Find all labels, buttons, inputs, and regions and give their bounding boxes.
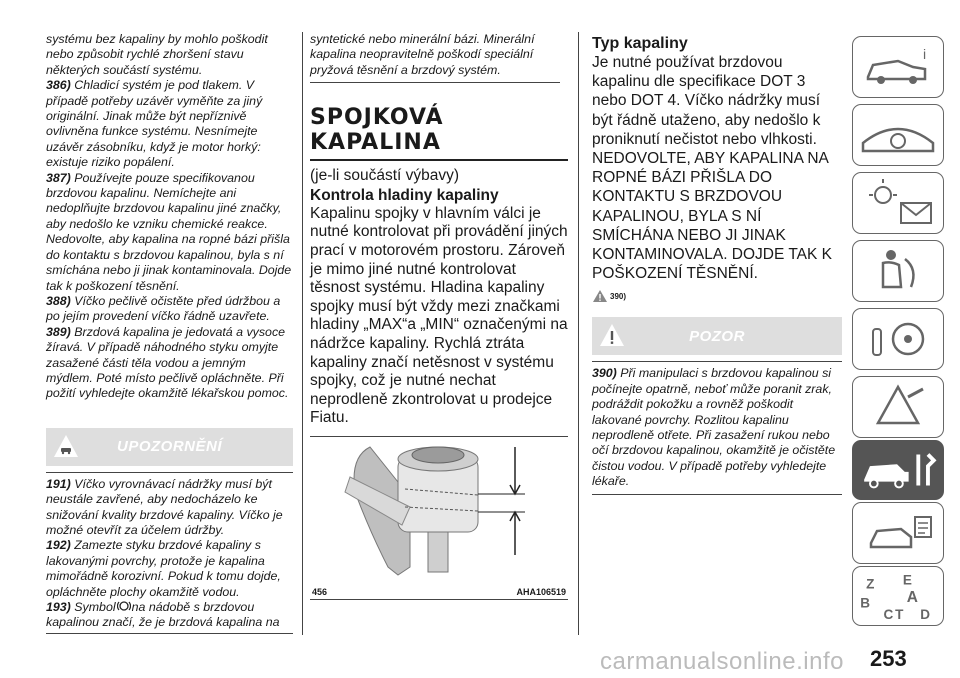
svg-text:i: i bbox=[923, 46, 927, 62]
reference-390: 390) bbox=[592, 289, 842, 303]
caution-triangle-icon bbox=[598, 322, 626, 350]
figure-bottom-rule bbox=[310, 599, 568, 600]
svg-text:T: T bbox=[895, 607, 904, 623]
clutch-reservoir-illustration bbox=[310, 437, 568, 597]
note-192: 192) Zamezte styku brzdové kapaliny s lakovanými povrchy, protože je kapalina mimořádně korozivní. Pokud k tomu dojde, opláchněte plochy okamžitě vodou. bbox=[46, 538, 281, 599]
tab-starting-driving[interactable] bbox=[852, 308, 944, 370]
col2-top-rule bbox=[310, 82, 560, 83]
tab-servicing[interactable] bbox=[852, 440, 944, 500]
fluid-level-heading: Kontrola hladiny kapaliny bbox=[310, 186, 499, 204]
svg-text:E: E bbox=[902, 572, 912, 588]
note-386: 386) Chladicí systém je pod tlakem. V případě potřeby uzávěr vyměňte za jiný originální. Jinak může být nepříznivě ovlivněna funkce systému. Nesnímejte uzávěr zásobníku, když je motor horký: existuje riziko popálení. bbox=[46, 78, 263, 170]
note-387: 387) Používejte pouze specifikovanou brzdovou kapalinu. Nemíchejte ani nedoplňujte brzdovou kapalinu jiné značky, aby nedošlo ke vzniku chemické reakce. Nedovolte, aby kapalina na ropné bázi přišla do kontaktu s brzdovou kapalinou, byla s ní smíchána nebo ji jinak kontaminovala. Dojde tak k poškození těsnění. bbox=[46, 170, 292, 293]
intro-text: systému bez kapaliny by mohlo poškodit nebo způsobit rychlé zhoršení stavu některých součástí systému. bbox=[46, 32, 268, 77]
index-icon bbox=[853, 567, 943, 625]
car-info-icon bbox=[853, 37, 943, 97]
page-number: 253 bbox=[870, 646, 907, 671]
col1-bottom-rule bbox=[46, 633, 293, 634]
svg-text:C: C bbox=[883, 607, 894, 623]
svg-text:D: D bbox=[920, 607, 930, 623]
column-3 bbox=[592, 32, 842, 495]
fluid-level-paragraph: Kapalinu spojky v hlavním válci je nutné kontrolovat při provádění jiných prací v motorovém prostoru. Zároveň je mimo jiné nutné kontrolovat těsnost systému. Hladina kapaliny spojky musí být vždy mezi značkami hladiny „MAX“a „MIN“ označenými na nádržce kapaliny. Rychlá ztráta kapaliny značí netěsnost v systému spojky, což je nutné nechat neprodleně zkontrolovat u prodejce Fiatu. bbox=[310, 204, 568, 427]
note-388: 388) Víčko pečlivě očistěte před údržbou a po jejím provedení víčko řádně uzavřete. bbox=[46, 293, 281, 324]
tab-safety[interactable] bbox=[852, 240, 944, 302]
caution-title: POZOR bbox=[689, 327, 745, 345]
car-maintenance-icon bbox=[853, 441, 943, 499]
tab-dashboard[interactable] bbox=[852, 104, 944, 166]
note-389: 389) Brzdová kapalina je jedovatá a vysoce žíravá. V případě náhodného styku omyjte zasažené části těla vodou a jemným mýdlem. Poté místo pečlivě opláchněte. Při požití vyhledejte okamžitě lékařskou pomoc. bbox=[46, 324, 289, 401]
caution-box-header bbox=[592, 317, 842, 355]
section-heading: SPOJKOVÁ KAPALINA bbox=[310, 105, 444, 156]
caution-bottom-rule bbox=[592, 494, 842, 495]
column-1 bbox=[46, 32, 293, 634]
column-divider-1 bbox=[302, 32, 303, 635]
dashboard-icon bbox=[853, 105, 943, 165]
continued-text: syntetické nebo minerální bázi. Minerální kapalina neopravitelně poškodí speciální pryžová těsnění a brzdový systém. bbox=[310, 32, 535, 77]
watermark: carmanualsonline.info bbox=[600, 648, 844, 675]
warning-title: UPOZORNĚNÍ bbox=[116, 438, 222, 456]
warning-light-icon bbox=[853, 173, 943, 233]
tab-index[interactable] bbox=[852, 566, 944, 626]
key-steering-icon bbox=[853, 309, 943, 369]
caution-top-rule bbox=[592, 361, 842, 362]
svg-text:A: A bbox=[906, 588, 918, 606]
warning-triangle-icon bbox=[592, 289, 608, 303]
heading-underline bbox=[310, 159, 568, 161]
fluid-type-paragraph: Je nutné používat brzdovou kapalinu dle specifikace DOT 3 nebo DOT 4. Víčko nádržky musí být řádně utaženo, aby nedošlo k proniknutí nečistot nebo vlhkosti. NEDOVOLTE, ABY KAPALINA NA ROPNÉ BÁZI PŘIŠLA DO KONTAKTU S BRZDOVOU KAPALINOU, BYLA S NÍ SMÍCHÁNA NEBO JI JINAK KONTAMINOVALA. DOJDE TAK K POŠKOZENÍ TĚSNĚNÍ. bbox=[592, 54, 833, 283]
tab-emergency[interactable] bbox=[852, 376, 944, 438]
tab-car-info[interactable] bbox=[852, 36, 944, 98]
tech-data-icon bbox=[853, 503, 943, 563]
tab-warning-lights[interactable] bbox=[852, 172, 944, 234]
figure-code: AHA106519 bbox=[516, 586, 566, 597]
car-warning-icon bbox=[52, 433, 80, 461]
warning-top-rule bbox=[46, 472, 293, 473]
note-193: 193) Symbol na nádobě s brzdovou kapalinou značí, že je brzdová kapalina na bbox=[46, 600, 280, 630]
breakdown-icon bbox=[853, 377, 943, 437]
column-2 bbox=[310, 32, 568, 600]
fluid-type-heading: Typ kapaliny bbox=[592, 35, 688, 52]
tab-technical-data[interactable] bbox=[852, 502, 944, 564]
note-390: 390) Při manipulaci s brzdovou kapalinou si počínejte opatrně, neboť může poranit zrak, podráždit pokožku a rovněž poškodit lakované povrchy. Rozlitou kapalinu neprodleně otřete. Při zasažení rukou nebo očí brzdovou kapalinou, okamžitě je očistěte čistou vodou. V případě potřeby vyhledejte lékaře. bbox=[592, 366, 836, 489]
note-191: 191) Víčko vyrovnávací nádržky musí být neustále zavřené, aby nedocházelo ke snižování kvality brzdové kapaliny. Víčko je možné otevřít za účelem údržby. bbox=[46, 476, 283, 537]
figure-clutch-reservoir bbox=[310, 437, 568, 597]
safety-airbag-icon bbox=[853, 241, 943, 301]
warning-box-header bbox=[46, 428, 293, 466]
brake-fluid-symbol-icon bbox=[117, 600, 131, 612]
svg-text:B: B bbox=[860, 595, 871, 611]
subheading-optional: (je-li součástí výbavy) bbox=[310, 167, 460, 185]
column-divider-2 bbox=[578, 32, 579, 635]
svg-text:Z: Z bbox=[866, 576, 875, 592]
figure-number: 456 bbox=[312, 586, 328, 597]
